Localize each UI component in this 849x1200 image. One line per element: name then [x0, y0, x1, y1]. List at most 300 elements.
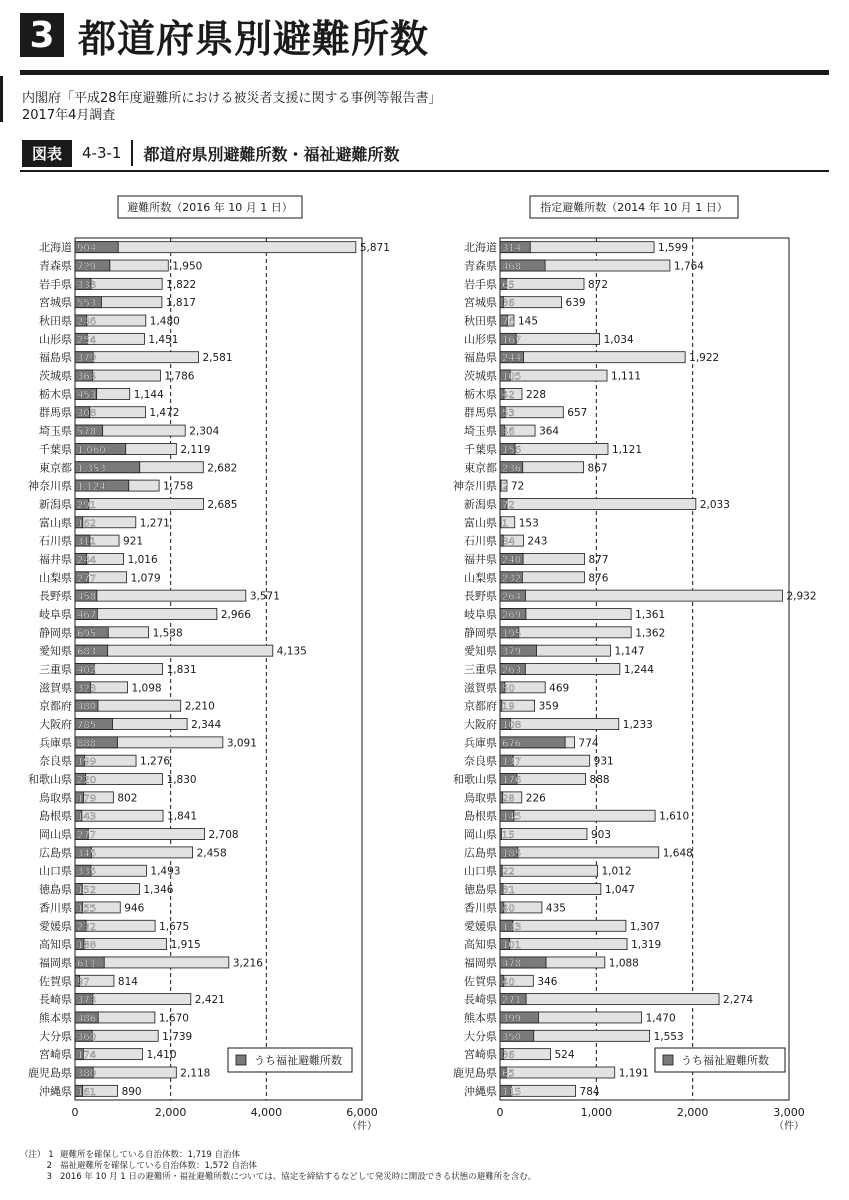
total-value-label: 1,016 — [127, 553, 158, 566]
total-value-label: 145 — [517, 315, 539, 328]
total-value-label: 1,034 — [603, 333, 634, 346]
welfare-value-label: 167 — [502, 334, 522, 346]
category-label: 長崎県 — [464, 993, 497, 1007]
category-label: 東京都 — [464, 461, 497, 475]
side-rule — [0, 76, 3, 122]
welfare-value-label: 176 — [502, 775, 522, 787]
category-label: 兵庫県 — [39, 736, 72, 750]
category-label: 埼玉県 — [39, 424, 72, 438]
total-value-label: 1,764 — [673, 260, 704, 273]
total-value-label: 469 — [549, 682, 570, 695]
welfare-value-label: 314 — [502, 243, 522, 255]
category-label: 和歌山県 — [453, 773, 497, 787]
welfare-value-label: 264 — [502, 591, 522, 603]
welfare-value-label: 1,060 — [77, 444, 106, 456]
welfare-value-label: 36 — [502, 1050, 515, 1062]
total-value-label: 1,758 — [163, 480, 194, 493]
figure-separator — [131, 140, 133, 166]
total-value-label: 2,685 — [207, 498, 238, 511]
welfare-value-label: 40 — [502, 903, 515, 915]
legend-swatch — [236, 1055, 246, 1065]
total-value-label: 1,553 — [653, 1030, 684, 1043]
total-value-label: 346 — [537, 975, 558, 988]
category-label: 福岡県 — [39, 956, 72, 970]
total-value-label: 1,915 — [170, 939, 201, 952]
total-value-label: 226 — [525, 792, 546, 805]
total-value-label: 903 — [590, 829, 612, 842]
welfare-value-label: 101 — [502, 940, 522, 952]
welfare-value-label: 244 — [77, 554, 97, 566]
total-value-label: 2,304 — [189, 425, 220, 438]
category-label: 徳島県 — [39, 883, 72, 897]
welfare-value-label: 380 — [77, 1068, 97, 1080]
total-value-label: 1,144 — [133, 388, 164, 401]
legend-label: うち福祉避難所数 — [681, 1054, 769, 1067]
category-label: 佐賀県 — [464, 974, 497, 988]
welfare-value-label: 143 — [77, 811, 97, 823]
total-value-label: 1,361 — [635, 608, 666, 621]
notes-label: （注） — [20, 1150, 46, 1160]
total-value-label: 2,210 — [184, 700, 215, 713]
total-value-label: 876 — [588, 572, 609, 585]
category-label: 福島県 — [464, 351, 497, 365]
category-label: 愛媛県 — [39, 919, 72, 933]
total-value-label: 1,271 — [139, 517, 170, 530]
welfare-value-label: 277 — [77, 573, 97, 585]
category-label: 鳥取県 — [39, 791, 72, 805]
welfare-value-label: 46 — [502, 426, 515, 438]
category-label: 石川県 — [464, 534, 497, 548]
total-value-label: 243 — [527, 535, 548, 548]
category-label: 岡山県 — [39, 828, 72, 842]
welfare-value-label: 333 — [77, 279, 97, 291]
welfare-value-label: 108 — [502, 720, 522, 732]
category-label: 宮城県 — [39, 296, 72, 310]
category-label: 青森県 — [39, 259, 72, 273]
total-value-label: 1,147 — [614, 645, 645, 658]
category-label: 徳島県 — [464, 883, 497, 897]
total-value-label: 946 — [124, 902, 145, 915]
welfare-value-label: 50 — [502, 683, 515, 695]
note-row — [20, 1161, 536, 1172]
category-label: 岐阜県 — [39, 607, 72, 621]
category-label: 福島県 — [39, 351, 72, 365]
welfare-value-label: 291 — [77, 499, 97, 511]
welfare-value-label: 364 — [77, 371, 97, 383]
category-label: 沖縄県 — [464, 1084, 497, 1098]
chart-title: 避難所数（2016 年 10 月 1 日） — [127, 201, 293, 214]
category-label: 茨城県 — [464, 369, 497, 383]
welfare-value-label: 137 — [502, 756, 522, 768]
category-label: 宮城県 — [464, 296, 497, 310]
welfare-value-label: 65 — [502, 279, 515, 291]
category-label: 富山県 — [464, 516, 497, 530]
total-value-label: 1,047 — [604, 884, 635, 897]
tick-label: 3,000 — [773, 1106, 805, 1119]
welfare-value-label: 220 — [77, 775, 97, 787]
axis-unit: （件） — [774, 1121, 804, 1132]
welfare-value-label: 2 — [502, 481, 509, 493]
total-value-label: 153 — [518, 517, 539, 530]
section-header — [20, 8, 429, 62]
welfare-value-label: 152 — [77, 885, 97, 897]
welfare-value-label: 399 — [502, 1013, 522, 1025]
welfare-value-label: 480 — [77, 701, 97, 713]
welfare-value-label: 1,353 — [77, 463, 106, 475]
category-label: 静岡県 — [464, 626, 497, 640]
total-value-label: 2,581 — [202, 352, 233, 365]
total-value-label: 72 — [510, 480, 525, 493]
tick-label: 6,000 — [346, 1106, 378, 1119]
welfare-value-label: 345 — [77, 848, 97, 860]
total-value-label: 931 — [593, 755, 614, 768]
total-value-label: 1,670 — [158, 1012, 189, 1025]
category-label: 京都府 — [39, 699, 72, 713]
total-value-label: 1,472 — [149, 407, 180, 420]
welfare-value-label: 65 — [502, 1068, 515, 1080]
total-value-label: 1,950 — [172, 260, 203, 273]
category-label: 宮崎県 — [39, 1048, 72, 1062]
figure-rule — [20, 170, 829, 172]
welfare-value-label: 263 — [502, 665, 522, 676]
category-label: 富山県 — [39, 516, 72, 530]
category-label: 奈良県 — [464, 754, 497, 768]
category-label: 岩手県 — [39, 277, 72, 291]
category-label: 島根県 — [464, 809, 497, 823]
welfare-value-label: 115 — [502, 1086, 522, 1098]
category-label: 山形県 — [39, 332, 72, 346]
category-label: 鹿児島県 — [28, 1066, 72, 1080]
axis-unit: （件） — [347, 1121, 377, 1132]
welfare-value-label: 36 — [502, 298, 515, 310]
category-label: 埼玉県 — [464, 424, 497, 438]
total-value-label: 1,098 — [131, 682, 162, 695]
total-value-label: 1,111 — [611, 370, 642, 383]
category-label: 大分県 — [464, 1029, 497, 1043]
category-label: 滋賀県 — [39, 681, 72, 695]
total-value-label: 1,451 — [148, 333, 179, 346]
category-label: 群馬県 — [464, 406, 497, 420]
bar-welfare — [500, 517, 501, 528]
total-value-label: 2,274 — [723, 994, 754, 1007]
note-num: 2 — [46, 1161, 52, 1171]
total-value-label: 5,871 — [359, 242, 390, 255]
category-label: 滋賀県 — [464, 681, 497, 695]
total-value-label: 2,033 — [699, 498, 730, 511]
welfare-value-label: 22 — [502, 866, 515, 878]
total-value-label: 921 — [123, 535, 144, 548]
figure-number: 4-3-1 — [82, 144, 122, 162]
category-label: 愛知県 — [39, 644, 72, 658]
total-value-label: 524 — [554, 1049, 575, 1062]
category-label: 千葉県 — [39, 442, 72, 456]
welfare-value-label: 1,124 — [77, 481, 106, 493]
welfare-value-label: 468 — [502, 261, 522, 273]
welfare-value-label: 28 — [502, 793, 515, 805]
welfare-value-label: 373 — [77, 995, 97, 1007]
category-label: 高知県 — [39, 938, 72, 952]
total-value-label: 2,932 — [786, 590, 817, 603]
bar-total — [75, 590, 246, 601]
note-row — [20, 1172, 536, 1183]
total-value-label: 1,841 — [167, 810, 198, 823]
category-label: 三重県 — [464, 663, 497, 676]
bar-total — [500, 352, 685, 363]
welfare-value-label: 486 — [77, 1013, 97, 1025]
total-value-label: 1,480 — [149, 315, 180, 328]
welfare-value-label: 42 — [502, 389, 515, 401]
tick-label: 0 — [496, 1106, 504, 1119]
total-value-label: 1,012 — [601, 865, 632, 878]
category-label: 広島県 — [464, 846, 497, 860]
category-label: 青森県 — [464, 259, 497, 273]
total-value-label: 1,191 — [618, 1067, 649, 1080]
category-label: 新潟県 — [464, 497, 497, 511]
welfare-value-label: 40 — [502, 976, 515, 988]
tick-label: 2,000 — [676, 1106, 709, 1119]
category-label: 群馬県 — [39, 406, 72, 420]
note-text: 避難所を確保している自治体数：1,719 自治体 — [60, 1150, 241, 1160]
total-value-label: 2,708 — [208, 829, 239, 842]
category-label: 山梨県 — [39, 571, 72, 585]
category-label: 三重県 — [39, 663, 72, 676]
legend-label: うち福祉避難所数 — [254, 1054, 342, 1067]
bar-total — [500, 498, 696, 509]
total-value-label: 1,786 — [164, 370, 195, 383]
welfare-value-label: 271 — [502, 995, 522, 1007]
total-value-label: 802 — [117, 792, 138, 805]
category-label: 栃木県 — [464, 387, 497, 401]
category-label: 長野県 — [464, 589, 497, 603]
note-row — [20, 1150, 536, 1161]
total-value-label: 1,410 — [146, 1049, 177, 1062]
welfare-value-label: 335 — [77, 866, 97, 878]
welfare-value-label: 76 — [502, 316, 515, 328]
section-number: 3 — [20, 13, 64, 57]
welfare-value-label: 232 — [77, 921, 97, 933]
category-label: 茨城県 — [39, 369, 72, 383]
welfare-value-label: 34 — [502, 536, 515, 548]
category-label: 愛媛県 — [464, 919, 497, 933]
welfare-value-label: 402 — [77, 665, 97, 676]
welfare-value-label: 145 — [502, 811, 522, 823]
category-label: 奈良県 — [39, 754, 72, 768]
category-label: 沖縄県 — [39, 1084, 72, 1098]
total-value-label: 1,538 — [152, 627, 183, 640]
total-value-label: 1,121 — [611, 443, 643, 456]
category-label: 鳥取県 — [464, 791, 497, 805]
category-label: 静岡県 — [39, 626, 72, 640]
welfare-value-label: 199 — [77, 756, 97, 768]
figure-label — [22, 140, 400, 166]
welfare-value-label: 161 — [77, 1086, 97, 1098]
category-label: 高知県 — [464, 938, 497, 952]
total-value-label: 3,571 — [249, 590, 280, 603]
total-value-label: 1,088 — [608, 957, 639, 970]
total-value-label: 1,362 — [635, 627, 666, 640]
category-label: 宮崎県 — [464, 1048, 497, 1062]
welfare-value-label: 785 — [77, 720, 97, 732]
welfare-value-label: 553 — [77, 298, 97, 310]
welfare-value-label: 308 — [77, 408, 97, 420]
category-label: 大阪府 — [464, 718, 497, 732]
total-value-label: 364 — [539, 425, 560, 438]
total-value-label: 1,822 — [166, 278, 197, 291]
welfare-value-label: 31 — [502, 885, 515, 897]
welfare-value-label: 185 — [502, 848, 522, 860]
bar-total — [500, 994, 719, 1005]
welfare-value-label: 360 — [77, 1031, 97, 1043]
tick-label: 4,000 — [250, 1106, 283, 1119]
welfare-value-label: 269 — [502, 609, 522, 621]
category-label: 兵庫県 — [464, 736, 497, 750]
welfare-value-label: 155 — [77, 903, 97, 915]
source-text — [22, 90, 442, 124]
total-value-label: 2,118 — [180, 1067, 211, 1080]
welfare-value-label: 244 — [502, 353, 522, 365]
chart-area — [0, 180, 849, 1145]
welfare-value-label: 458 — [77, 591, 97, 603]
total-value-label: 1,831 — [166, 664, 197, 676]
total-value-label: 1,830 — [166, 774, 197, 787]
total-value-label: 1,233 — [622, 719, 653, 732]
total-value-label: 2,119 — [180, 443, 211, 456]
total-value-label: 1,922 — [689, 352, 720, 365]
welfare-value-label: 888 — [77, 738, 97, 750]
total-value-label: 3,091 — [226, 737, 257, 750]
figure-title: 都道府県別避難所数・福祉避難所数 — [143, 144, 400, 164]
total-value-label: 814 — [117, 975, 138, 988]
welfare-value-label: 379 — [77, 353, 97, 365]
total-value-label: 888 — [589, 774, 610, 787]
tick-label: 2,000 — [154, 1106, 187, 1119]
total-value-label: 228 — [525, 388, 547, 401]
total-value-label: 435 — [545, 902, 566, 915]
total-value-label: 1,276 — [140, 755, 171, 768]
total-value-label: 890 — [121, 1085, 142, 1098]
welfare-value-label: 53 — [502, 408, 515, 420]
note-num: 1 — [48, 1150, 54, 1160]
total-value-label: 657 — [567, 407, 588, 420]
source-line-2: 2017年4月調査 — [22, 108, 116, 123]
bar-total — [500, 810, 655, 821]
category-label: 山梨県 — [464, 571, 497, 585]
category-label: 神奈川県 — [453, 479, 497, 493]
welfare-value-label: 195 — [502, 628, 522, 640]
note-text: 2016 年 10 月 1 日の避難所・福祉避難所数については、協定を締結するなどして発災時に開設できる状態の避難所を含む。 — [60, 1172, 537, 1182]
total-value-label: 359 — [538, 700, 559, 713]
welfare-value-label: 105 — [502, 371, 522, 383]
welfare-value-label: 729 — [77, 261, 97, 273]
welfare-value-label: 15 — [502, 830, 515, 842]
total-value-label: 2,344 — [191, 719, 222, 732]
category-label: 秋田県 — [39, 314, 72, 328]
category-label: 島根県 — [39, 809, 72, 823]
welfare-value-label: 578 — [77, 426, 97, 438]
total-value-label: 2,966 — [220, 608, 251, 621]
category-label: 山形県 — [464, 332, 497, 346]
bar-total — [500, 590, 782, 601]
total-value-label: 784 — [579, 1085, 600, 1098]
total-value-label: 1,346 — [143, 884, 174, 897]
total-value-label: 3,216 — [232, 957, 263, 970]
category-label: 大分県 — [39, 1029, 72, 1043]
chart-title: 指定避難所数（2014 年 10 月 1 日） — [540, 201, 728, 214]
category-label: 福井県 — [39, 552, 72, 566]
section-title: 都道府県別避難所数 — [78, 16, 430, 61]
welfare-value-label: 311 — [77, 536, 97, 548]
total-value-label: 1,470 — [645, 1012, 676, 1025]
total-value-label: 1,817 — [165, 297, 196, 310]
welfare-value-label: 478 — [502, 958, 522, 970]
welfare-value-label: 232 — [502, 573, 522, 585]
category-label: 新潟県 — [39, 497, 72, 511]
welfare-value-label: 254 — [77, 334, 97, 346]
welfare-value-label: 676 — [502, 738, 522, 750]
welfare-value-label: 179 — [77, 793, 97, 805]
total-value-label: 867 — [587, 462, 608, 475]
total-value-label: 639 — [565, 297, 586, 310]
bar-total — [500, 847, 659, 858]
category-label: 鹿児島県 — [453, 1066, 497, 1080]
category-label: 福岡県 — [464, 956, 497, 970]
category-label: 和歌山県 — [28, 773, 72, 787]
total-value-label: 4,135 — [276, 645, 307, 658]
total-value-label: 2,458 — [196, 847, 227, 860]
category-label: 香川県 — [464, 901, 497, 915]
category-label: 北海道 — [464, 241, 497, 255]
category-label: 北海道 — [39, 241, 72, 255]
total-value-label: 1,319 — [631, 939, 662, 952]
category-label: 神奈川県 — [28, 479, 72, 493]
welfare-value-label: 277 — [77, 830, 97, 842]
category-label: 山口県 — [39, 864, 72, 878]
welfare-value-label: 174 — [77, 1050, 97, 1062]
category-label: 佐賀県 — [39, 974, 72, 988]
category-label: 秋田県 — [464, 314, 497, 328]
category-label: 福井県 — [464, 552, 497, 566]
category-label: 栃木県 — [39, 387, 72, 401]
total-value-label: 1,493 — [150, 865, 181, 878]
welfare-value-label: 467 — [77, 609, 97, 621]
welfare-value-label: 453 — [77, 389, 97, 401]
total-value-label: 1,244 — [623, 664, 654, 676]
welfare-value-label: 97 — [77, 976, 90, 988]
welfare-value-label: 133 — [502, 921, 522, 933]
total-value-label: 1,599 — [658, 242, 689, 255]
note-num: 3 — [46, 1172, 52, 1182]
welfare-value-label: 695 — [77, 628, 97, 640]
total-value-label: 877 — [588, 553, 609, 566]
welfare-value-label: 323 — [77, 683, 97, 695]
welfare-value-label: 379 — [502, 646, 522, 658]
bar-total — [500, 884, 601, 895]
welfare-value-label: 162 — [77, 518, 97, 530]
tick-label: 0 — [71, 1106, 79, 1119]
bar-welfare — [500, 480, 501, 491]
category-label: 岡山県 — [464, 828, 497, 842]
category-label: 熊本県 — [39, 1011, 72, 1025]
category-label: 岩手県 — [464, 277, 497, 291]
header-rule — [20, 70, 829, 75]
category-label: 香川県 — [39, 901, 72, 915]
welfare-value-label: 19 — [502, 701, 515, 713]
category-label: 岐阜県 — [464, 607, 497, 621]
total-value-label: 2,682 — [207, 462, 238, 475]
total-value-label: 1,079 — [130, 572, 161, 585]
tick-label: 1,000 — [580, 1106, 613, 1119]
total-value-label: 2,421 — [194, 994, 225, 1007]
